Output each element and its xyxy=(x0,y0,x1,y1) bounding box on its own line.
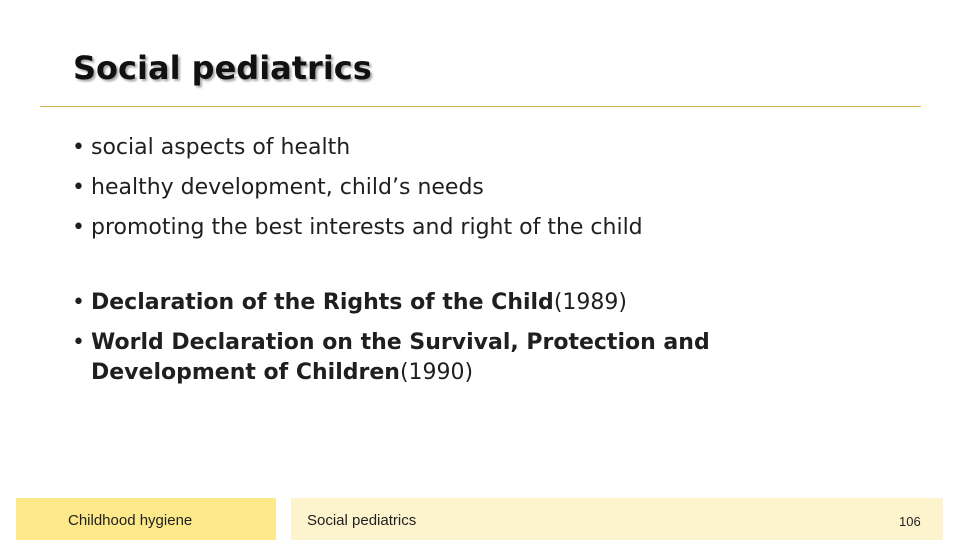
list-item xyxy=(72,208,643,248)
page-number: 106 xyxy=(899,514,921,529)
bullet-list-primary xyxy=(72,128,643,248)
bullet-icon: • xyxy=(72,175,85,200)
slide-title: Social pediatrics xyxy=(73,49,372,87)
declaration-year: (1989) xyxy=(553,290,627,315)
list-item xyxy=(72,128,643,168)
bullet-icon: • xyxy=(72,135,85,160)
bullet-icon: • xyxy=(72,330,85,355)
declaration-name: World Declaration on the Survival, Protection and Development of Children xyxy=(91,330,710,385)
declaration-year: (1990) xyxy=(399,360,474,385)
bullet-text: healthy development, child’s needs xyxy=(91,175,484,200)
footer-course-label: Childhood hygiene xyxy=(68,512,193,529)
list-item xyxy=(72,288,751,318)
bullet-icon: • xyxy=(72,290,85,315)
title-divider xyxy=(40,106,921,107)
footer-topic-label: Social pediatrics xyxy=(307,512,417,529)
bullet-icon: • xyxy=(72,215,85,240)
bullet-text: promoting the best interests and right of the child xyxy=(91,215,643,240)
bullet-text: social aspects of health xyxy=(91,135,351,160)
list-item xyxy=(72,328,751,388)
declaration-name: Declaration of the Rights of the Child xyxy=(91,290,554,315)
list-item xyxy=(72,168,643,208)
bullet-list-declarations xyxy=(72,288,751,398)
